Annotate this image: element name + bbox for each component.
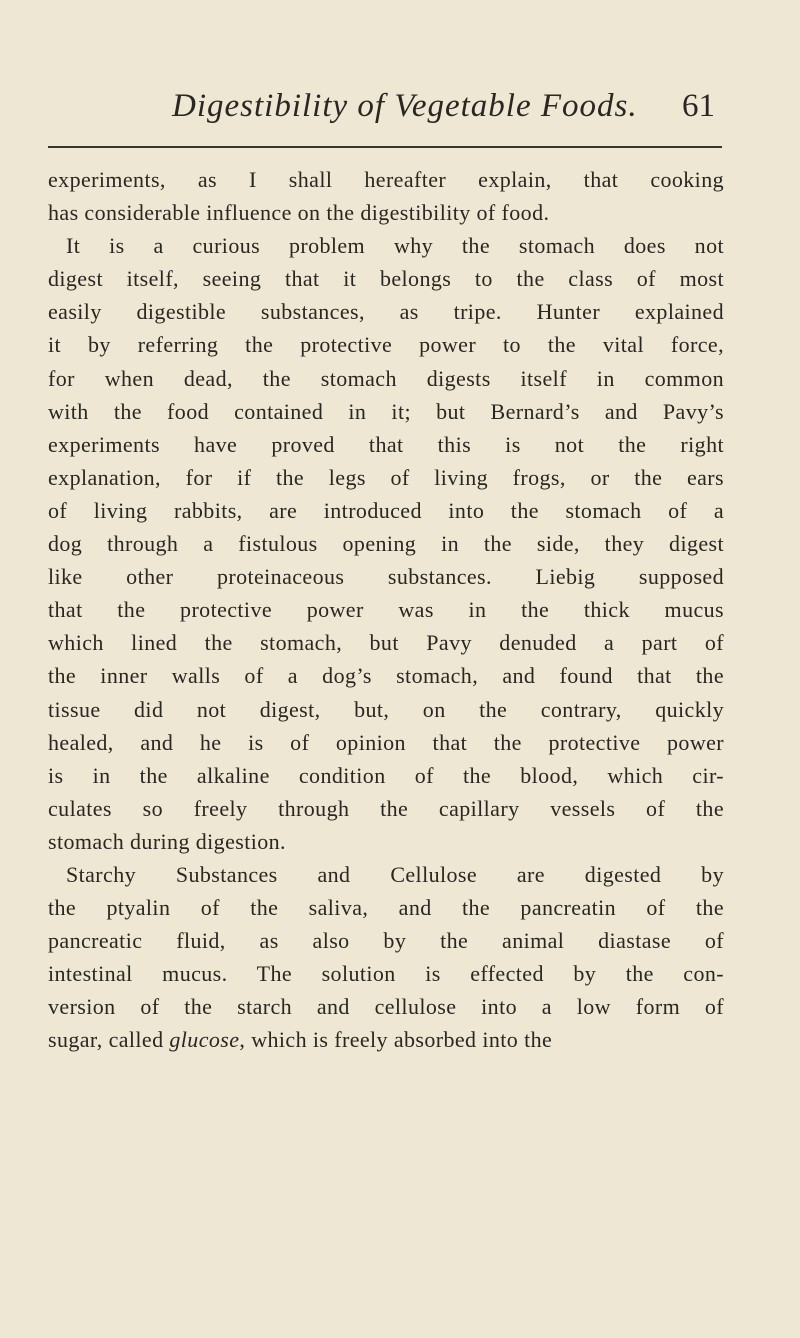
text-line: explanation, for if the legs of living frogs, or the ears <box>48 464 724 490</box>
text-line: pancreatic fluid, as also by the animal diastase of <box>48 928 724 954</box>
text-line: the ptyalin of the saliva, and the pancreatin of the <box>48 895 724 921</box>
text-line: intestinal mucus. The solution is effected by the con- <box>48 961 724 987</box>
text-line: experiments, as I shall hereafter explain, that cooking <box>48 167 724 192</box>
text-line: sugar, called glucose, which is freely absorbed into the <box>48 1027 553 1053</box>
text-line: the inner walls of a dog’s stomach, and found that the <box>48 663 724 689</box>
text-line: Starchy Substances and Cellulose are digested by <box>66 861 724 887</box>
text-line: that the protective power was in the thick mucus <box>48 597 724 623</box>
text-line: for when dead, the stomach digests itself in common <box>48 365 724 391</box>
paragraph <box>48 858 724 1057</box>
text-line: tissue did not digest, but, on the contrary, quickly <box>48 696 724 722</box>
text-line: with the food contained in it; but Bernard’s and Pavy’s <box>48 398 724 424</box>
text-line: It is a curious problem why the stomach does not <box>66 233 724 259</box>
page-header <box>0 88 800 132</box>
paragraph <box>48 163 724 229</box>
text-line: culates so freely through the capillary vessels of the <box>48 795 724 821</box>
text-line: dog through a fistulous opening in the side, they digest <box>48 531 724 557</box>
running-title: Digestibility of Vegetable Foods. <box>172 88 638 124</box>
text-line: is in the alkaline condition of the blood, which cir- <box>48 762 724 788</box>
text-line: experiments have proved that this is not the right <box>48 431 724 457</box>
page-number: 61 <box>682 88 715 124</box>
text-line: like other proteinaceous substances. Liebig supposed <box>48 564 724 590</box>
body-text <box>48 163 724 1057</box>
text-line: which lined the stomach, but Pavy denuded a part of <box>48 630 724 656</box>
paragraph <box>48 229 724 858</box>
text-line: stomach during digestion. <box>48 828 286 854</box>
text-line: easily digestible substances, as tripe. Hunter explained <box>48 299 724 325</box>
text-line: of living rabbits, are introduced into the stomach of a <box>48 497 724 523</box>
text-line: healed, and he is of opinion that the protective power <box>48 729 724 755</box>
text-line: version of the starch and cellulose into a low form of <box>48 994 724 1020</box>
header-rule <box>48 146 722 148</box>
text-line: digest itself, seeing that it belongs to the class of most <box>48 266 724 292</box>
text-line: it by referring the protective power to the vital force, <box>48 332 724 358</box>
text-line: has considerable influence on the digestibility of food. <box>48 200 550 226</box>
